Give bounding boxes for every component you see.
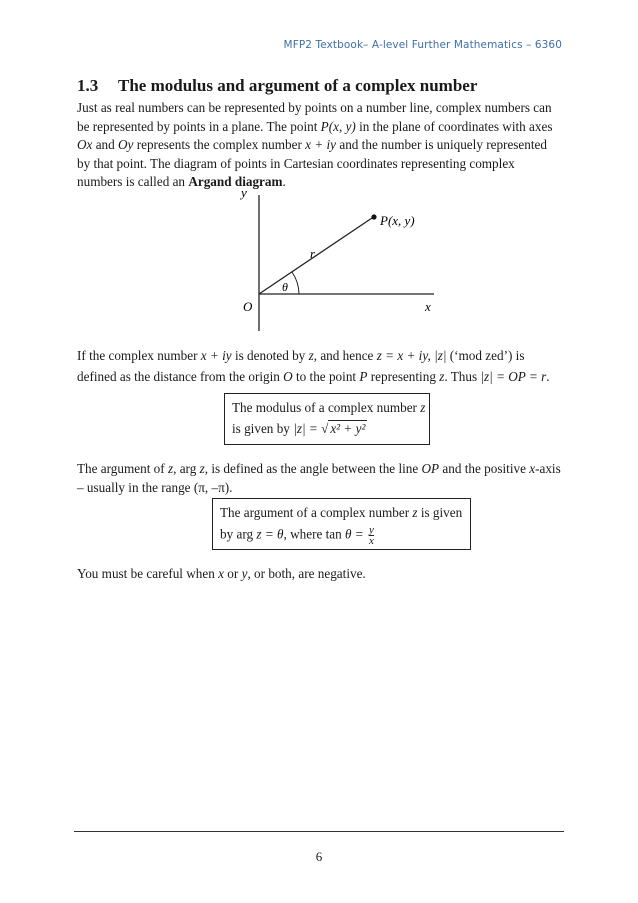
- x-axis-label: x: [425, 299, 431, 314]
- point-p: [371, 214, 376, 219]
- theta-label: θ: [282, 280, 288, 294]
- paragraph-caution: You must be careful when x or y, or both, are negative.: [77, 566, 366, 581]
- origin-label: O: [243, 299, 253, 314]
- argand-diagram-term: Argand diagram: [188, 174, 283, 189]
- modulus-definition-box: The modulus of a complex number z is given by |z| = √ x² + y²: [224, 393, 430, 445]
- section-title: The modulus and argument of a complex number: [118, 76, 478, 95]
- paragraph-argument: The argument of z, arg z, is defined as the angle between the line OP and the positive x-axis – usually in the range (π, –π).: [77, 461, 561, 495]
- paragraph-intro: Just as real numbers can be represented by points on a number line, complex numbers can be represented by points in a plane. The point P(x, y) in the plane of coordinates with axes Ox and Oy represents the complex number x + iy and the number is uniquely represented by that point. The diagram of points in Cartesian coordinates representing complex numbers is called an Argand diagram.: [77, 100, 553, 189]
- paragraph-modulus: If the complex number x + iy is denoted by z, and hence z = x + iy, |z| (‘mod zed’) is defined as the distance from the origin O to the point P representing z. Thus |z| = OP = r.: [77, 348, 550, 384]
- sqrt-symbol-icon: √: [321, 421, 329, 436]
- r-label: r: [310, 246, 316, 261]
- page-number: 6: [315, 849, 323, 864]
- y-over-x-fraction: $\frac{y}{x}$: [369, 524, 374, 547]
- y-axis-label: y: [241, 185, 247, 200]
- radius-line: [259, 218, 372, 294]
- running-header: MFP2 Textbook– A-level Further Mathematics – 6360: [283, 39, 562, 51]
- argument-definition-box: The argument of a complex number z is given by arg z = θ, where $\tan \theta = \frac{y}{x}$: [212, 498, 471, 550]
- angle-arc: [292, 272, 299, 294]
- section-number: 1.3: [77, 76, 99, 95]
- footer-divider: [74, 831, 564, 832]
- point-label: P(x, y): [380, 213, 415, 228]
